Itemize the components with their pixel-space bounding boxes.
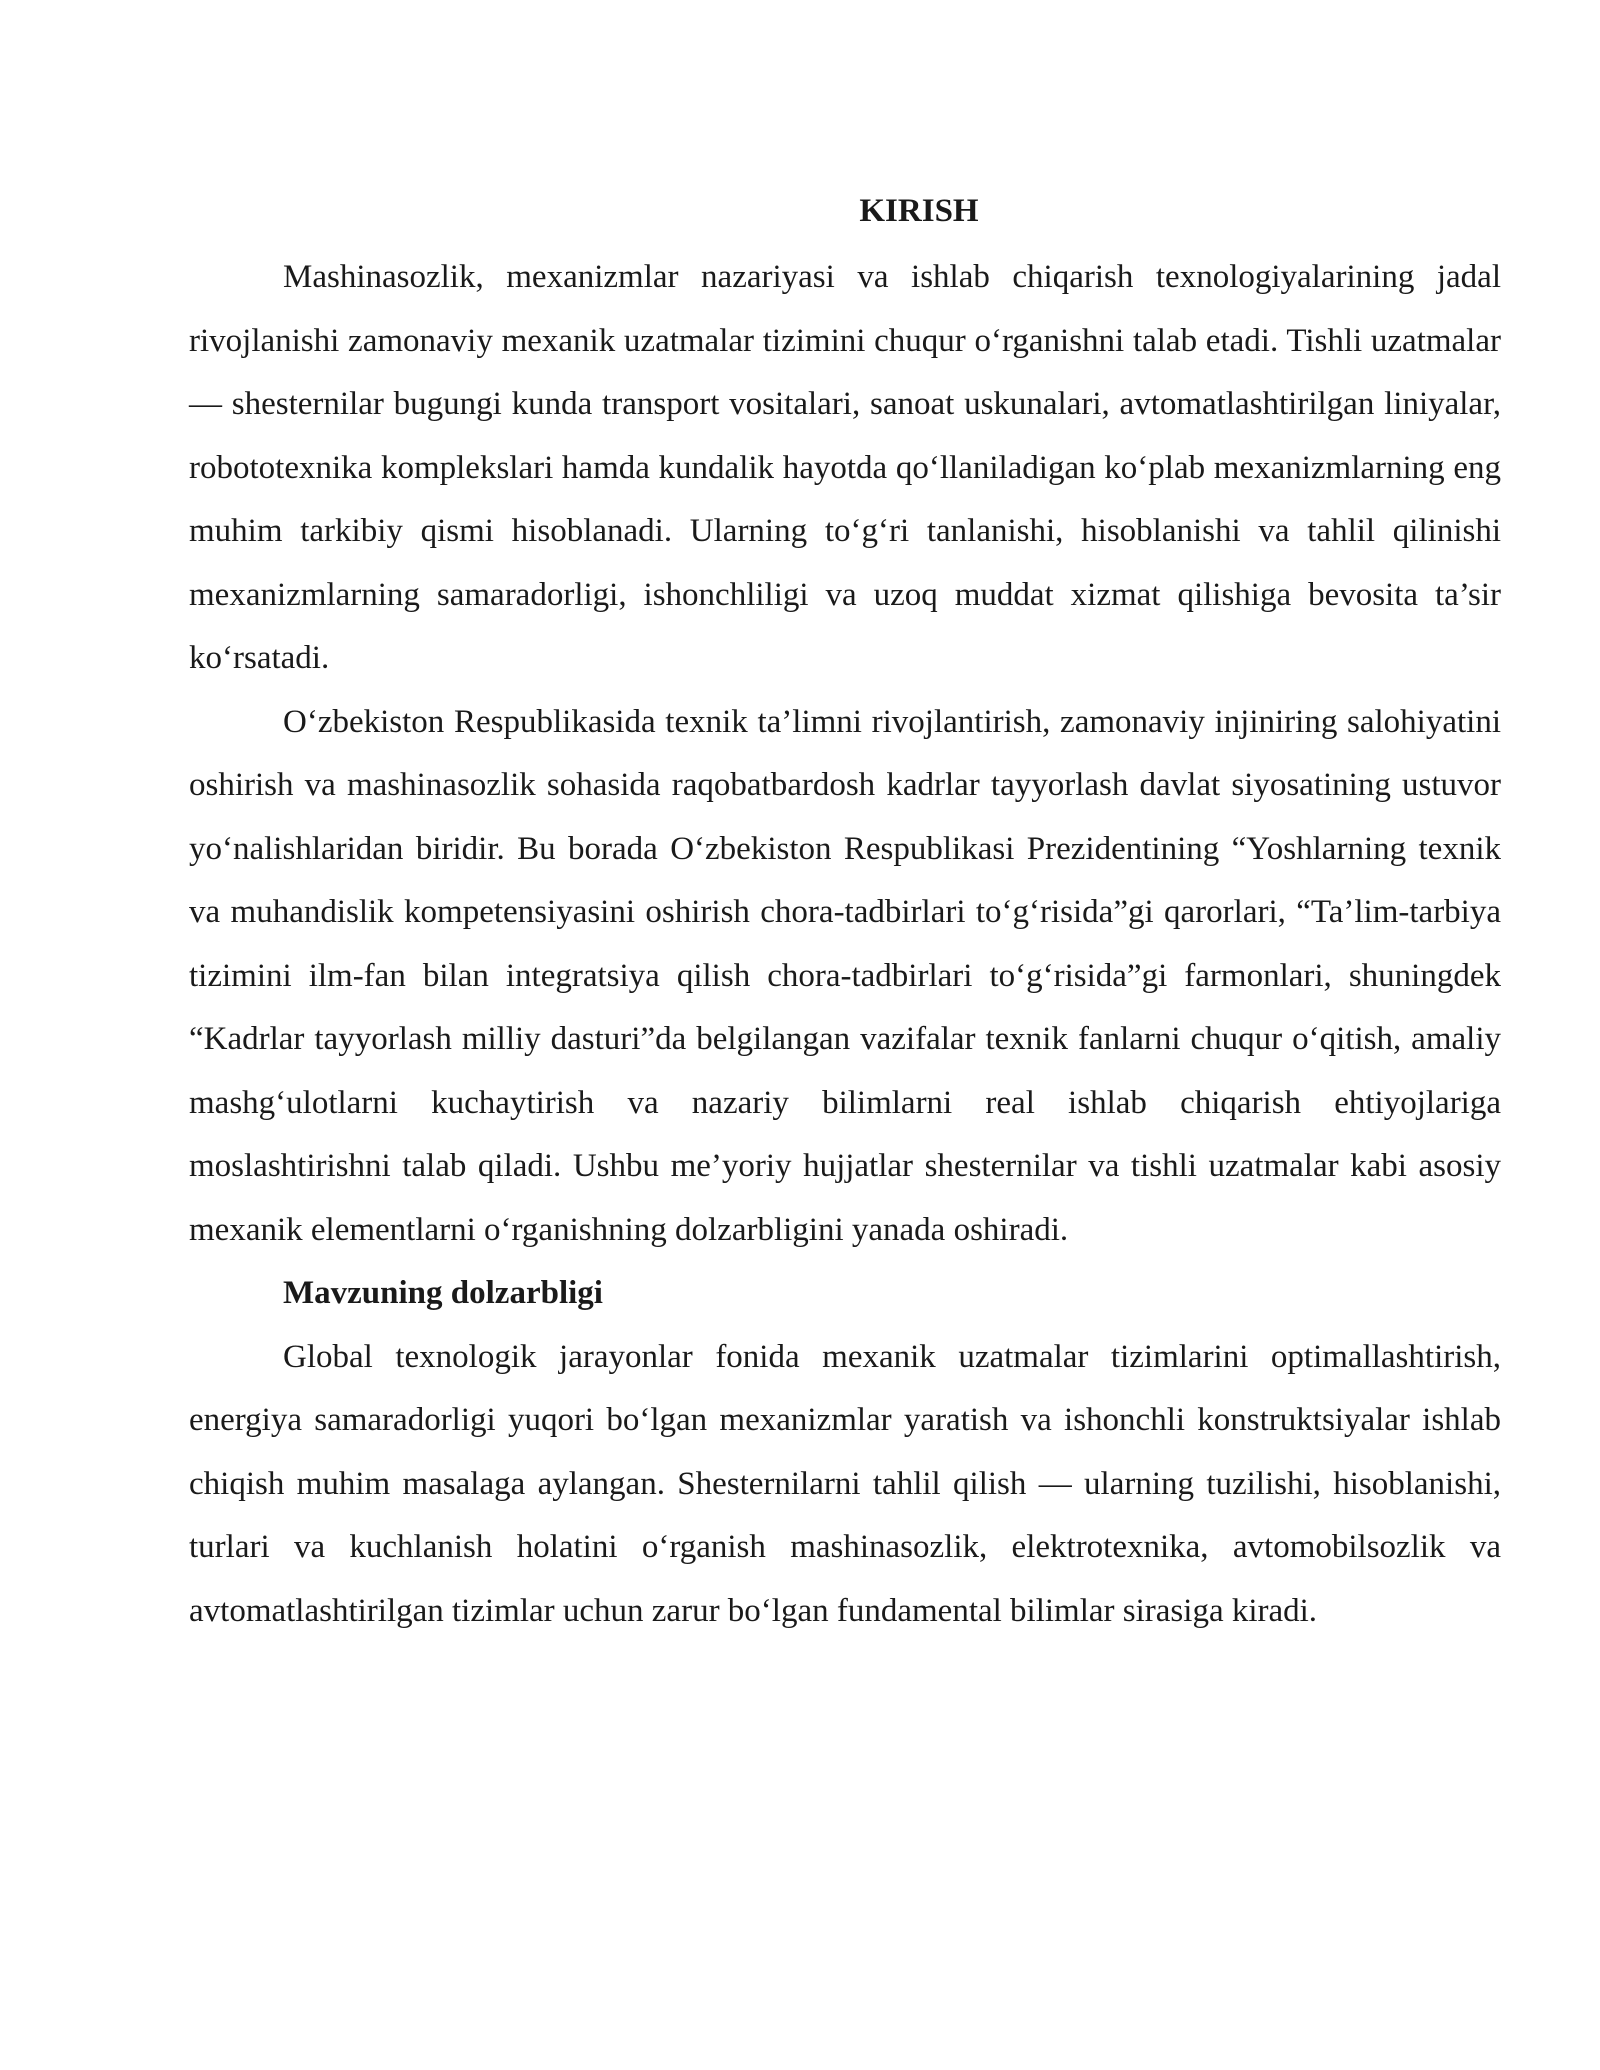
paragraph-relevance: Global texnologik jarayonlar fonida mexanik uzatmalar tizimlarini optimallashtirish, energiya samaradorligi yuqori bo‘lgan mexanizmlar yaratish va ishonchli konstruktsiyalar ishlab chiqish muhim masalaga aylangan. Shesternilarni tahlil qilish — ularning tuzilishi, hisoblanishi, turlari va kuchlanish holatini o‘rganish mashinasozlik, elektrotexnika, avtomobilsozlik va avtomatlashtirilgan tizimlar uchun zarur bo‘lgan fundamental bilimlar sirasiga kiradi. (189, 1338, 1501, 1629)
page-title: KIRISH (859, 193, 979, 229)
section-heading: Mavzuning dolzarbligi (283, 1275, 603, 1311)
document-body (189, 186, 1501, 1643)
paragraph-legislation: O‘zbekiston Respublikasida texnik ta’limni rivojlantirish, zamonaviy injiniring salohiyatini oshirish va mashinasozlik sohasida raqobatbardosh kadrlar tayyorlash davlat siyosatining ustuvor yo‘nalishlaridan biridir. Bu borada O‘zbekiston Respublikasi Prezidentining “Yoshlarning texnik va muhandislik kompetensiyasini oshirish chora-tadbirlari to‘g‘risida”gi qarorlari, “Ta’lim-tarbiya tizimini ilm-fan bilan integratsiya qilish chora-tadbirlari to‘g‘risida”gi farmonlari, shuningdek “Kadrlar tayyorlash milliy dasturi”da belgilangan vazifalar texnik fanlarni chuqur o‘qitish, amaliy mashg‘ulotlarni kuchaytirish va nazariy bilimlarni real ishlab chiqarish ehtiyojlariga moslashtirishni talab qiladi. Ushbu me’yoriy hujjatlar shesternilar va tishli uzatmalar kabi asosiy mexanik elementlarni o‘rganishning dolzarbligini yanada oshiradi. (189, 703, 1501, 1248)
paragraph-intro: Mashinasozlik, mexanizmlar nazariyasi va ishlab chiqarish texnologiyalarining jadal rivojlanishi zamonaviy mexanik uzatmalar tizimini chuqur o‘rganishni talab etadi. Tishli uzatmalar — shesternilar bugungi kunda transport vositalari, sanoat uskunalari, avtomatlashtirilgan liniyalar, robototexnika komplekslari hamda kundalik hayotda qo‘llaniladigan ko‘plab mexanizmlarning eng muhim tarkibiy qismi hisoblanadi. Ularning to‘g‘ri tanlanishi, hisoblanishi va tahlil qilinishi mexanizmlarning samaradorligi, ishonchliligi va uzoq muddat xizmat qilishiga bevosita ta’sir ko‘rsatadi. (189, 259, 1501, 676)
